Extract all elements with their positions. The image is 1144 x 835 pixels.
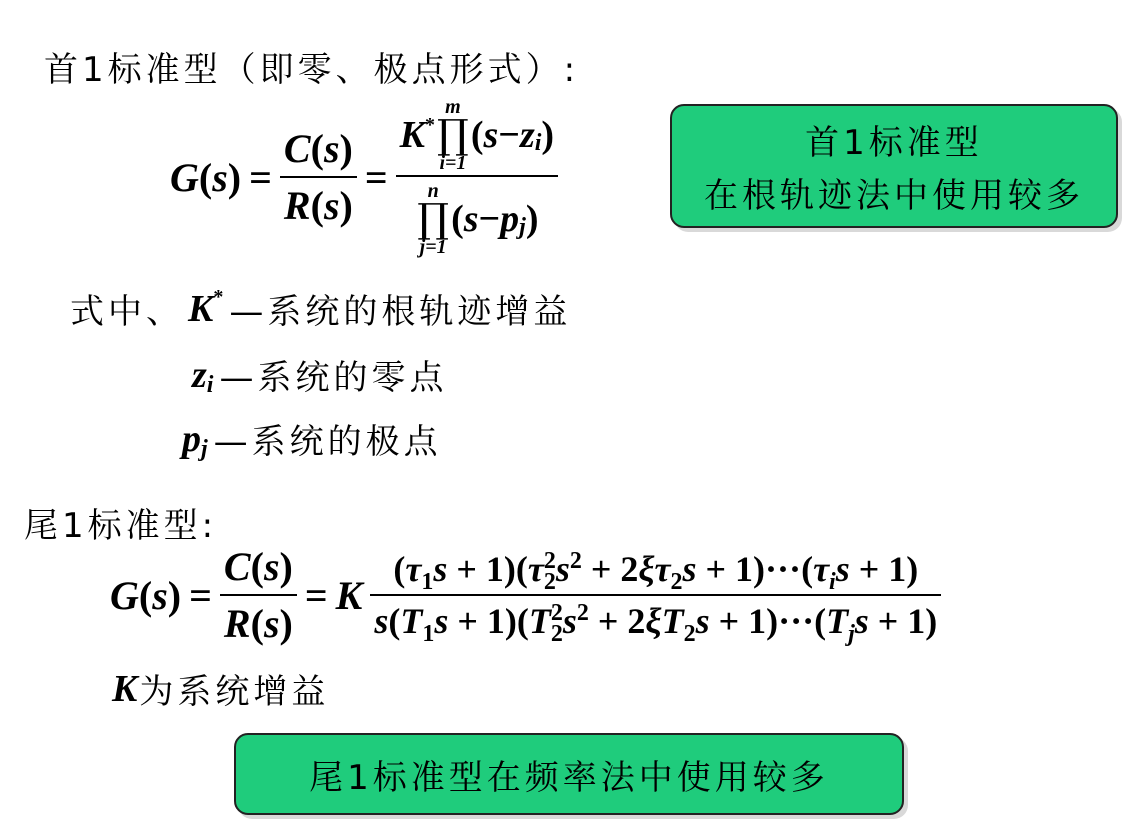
box1-line1: 首1标准型 [805, 123, 983, 163]
zero-pole-form-heading: 首1标准型（即零、极点形式）: [44, 50, 580, 90]
definition-prefix: 式中、 [70, 292, 184, 332]
time-constant-formula: G ( s ) = $\frac{C(s)}{R(s)}$ = K $\frac{(\tau_1s + 1)(\tau_2^2s^2 + 2\xi\tau_2s + 1)\cdot\cdot\cdot(\tau_is + 1)}{s(T_1s + 1)(T_2^2s^2 + 2\xi T_2s + 1)\cdot\cdot\cdot(T_js + 1)}$ [110, 540, 941, 650]
root-locus-note-box [670, 104, 1118, 228]
zi-definition: z $_i$ —系统的零点 [192, 350, 447, 399]
box2-text: 尾1标准型在频率法中使用较多 [309, 757, 829, 798]
time-constant-form-heading: 尾1标准型: [24, 506, 218, 546]
zero-pole-formula: G ( s ) = $\frac{C(s)}{R(s)}$ = K * m ∏ i=1 ( s − z $_i$ ) n ∏ j=1 ( s − p $_j$ ) [170, 92, 558, 262]
zi-desc: —系统的零点 [219, 358, 448, 398]
pj-desc: —系统的极点 [213, 422, 442, 462]
k-desc: 为系统增益 [139, 672, 330, 712]
frequency-method-note-box [234, 733, 904, 815]
k-star-desc: —系统的根轨迹增益 [229, 292, 572, 332]
k-star-definition: 式中、 K * —系统的根轨迹增益 [70, 285, 572, 332]
box1-line2: 在根轨迹法中使用较多 [704, 176, 1084, 216]
pj-definition: p $_j$ —系统的极点 [182, 414, 442, 463]
k-definition: K 为系统增益 [112, 664, 329, 713]
